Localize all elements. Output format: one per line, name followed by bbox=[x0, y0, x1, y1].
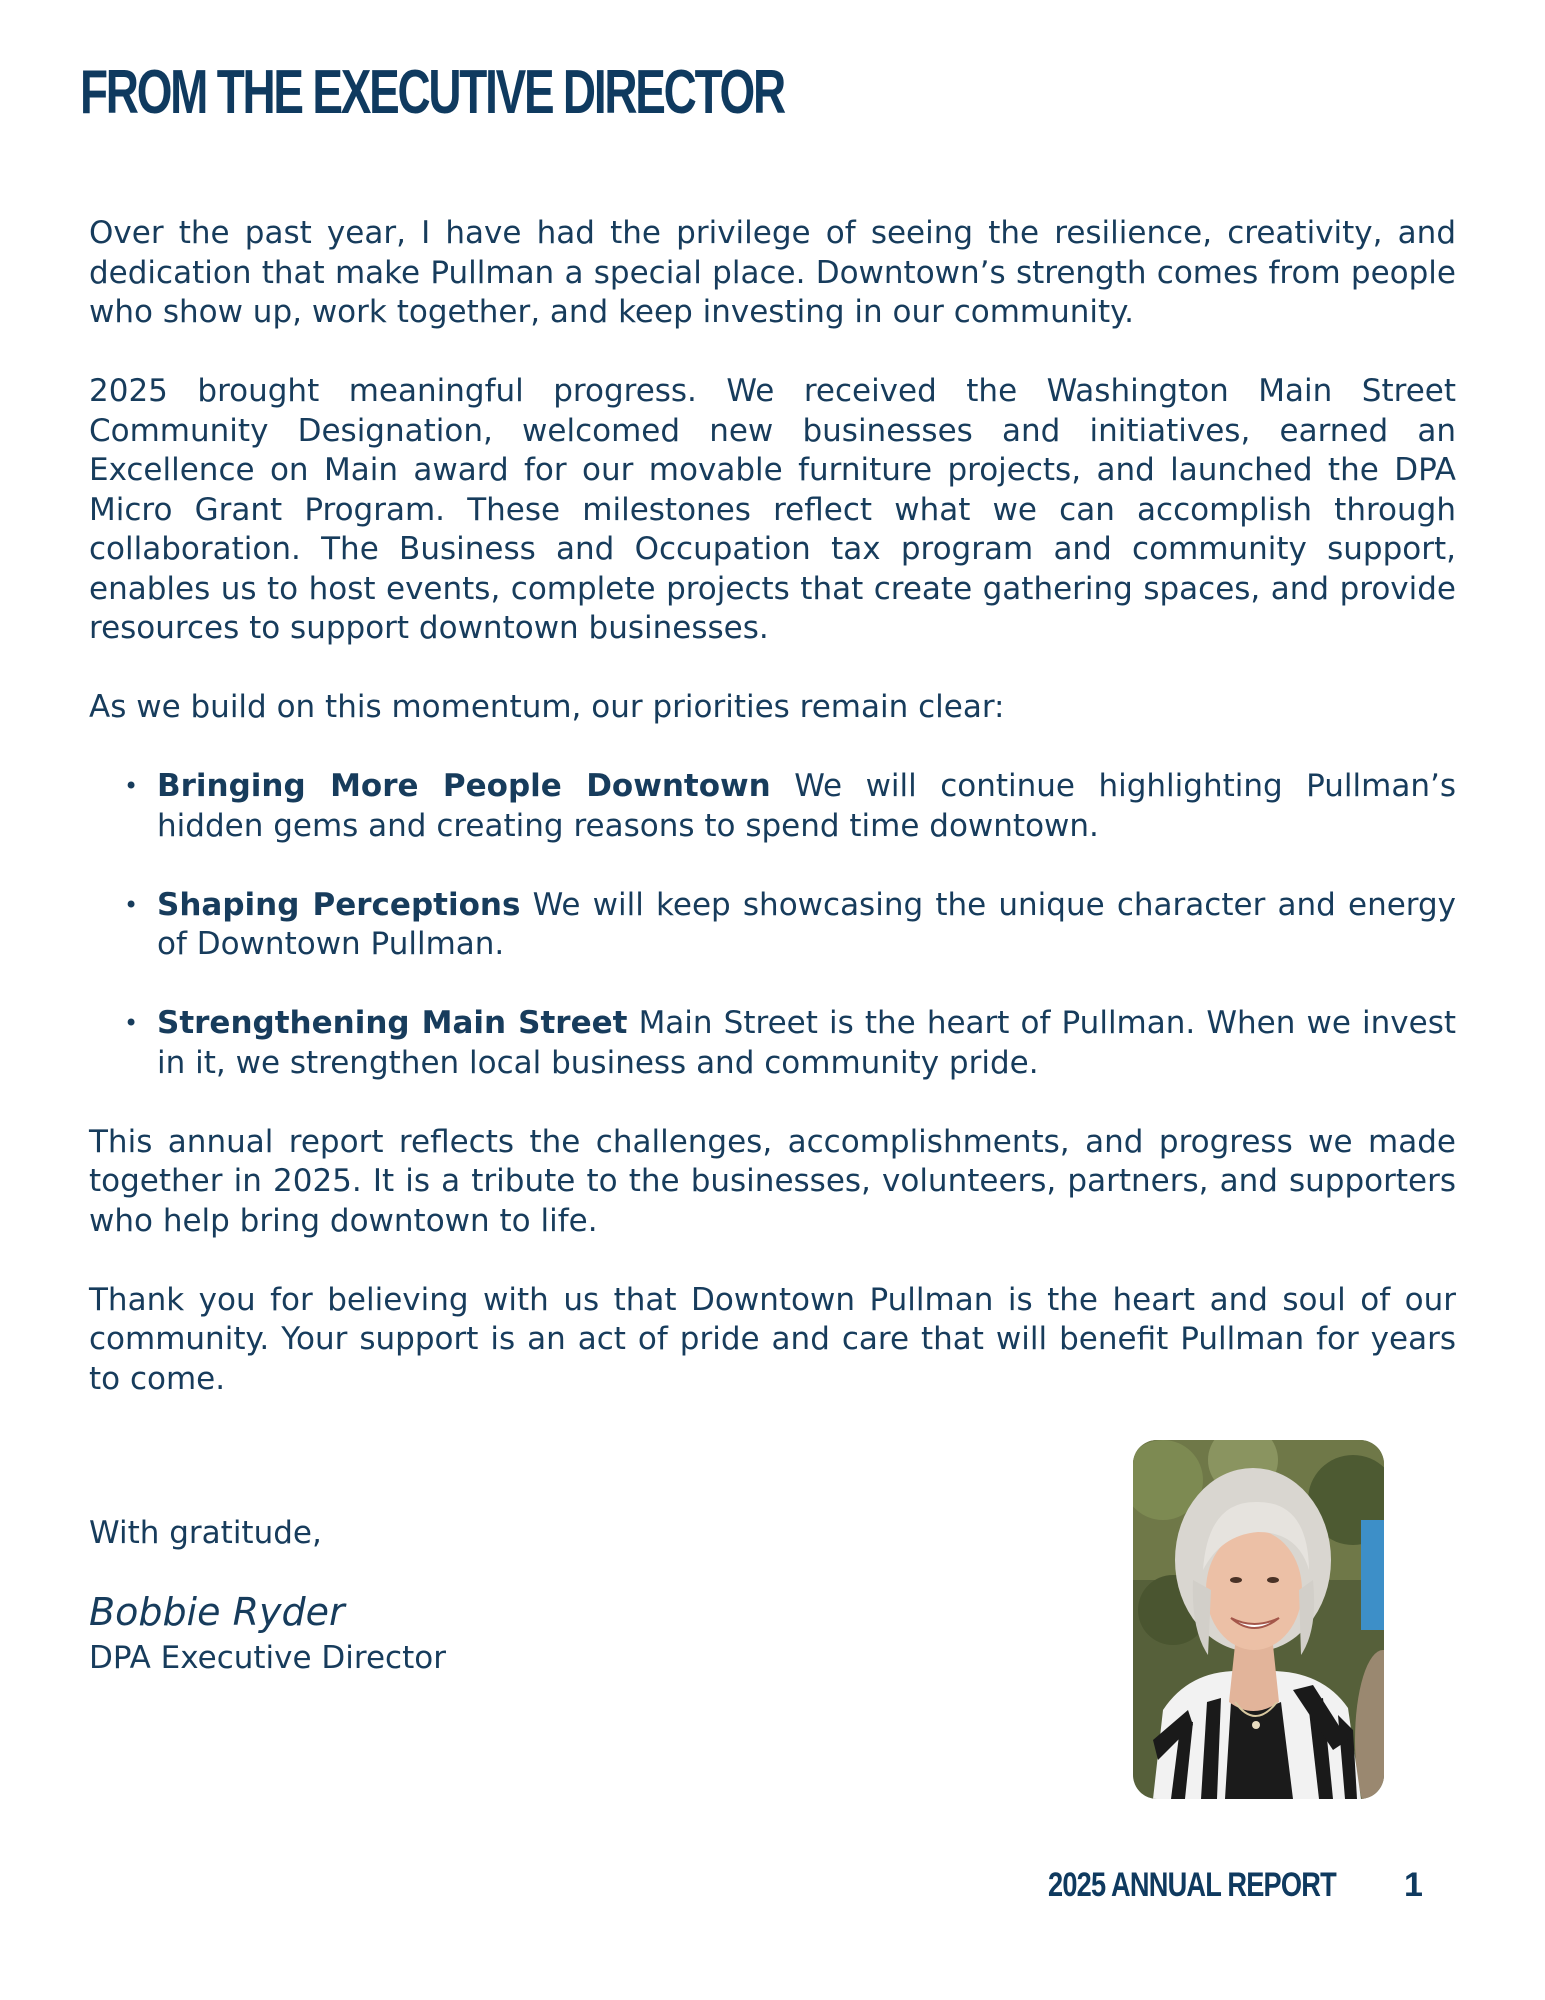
signature-role: DPA Executive Director bbox=[89, 1640, 446, 1676]
signature-name: Bobbie Ryder bbox=[89, 1590, 345, 1634]
priority-title: Bringing More People Downtown bbox=[157, 768, 771, 804]
bullet-icon: • bbox=[124, 890, 139, 919]
list-item bbox=[89, 886, 1456, 965]
priority-title: Strengthening Main Street bbox=[157, 1005, 628, 1041]
thanks-paragraph: Thank you for believing with us that Downtown Pullman is the heart and soul of our community. Your support is an act of pride and care that will benefit Pullman for years to come. bbox=[89, 1281, 1456, 1397]
list-item bbox=[89, 1004, 1456, 1083]
list-item bbox=[89, 767, 1456, 846]
bullet-icon: • bbox=[124, 772, 139, 800]
priority-text: Main Street is the heart of Pullman. When we invest in it, we strengthen local business and community pride. bbox=[157, 1005, 1457, 1081]
intro-paragraph: Over the past year, I have had the privilege of seeing the resilience, creativity, and dedication that make Pullman a special place. Downtown’s strength comes from people who show up, work together, and keep investing in our community. bbox=[89, 215, 1456, 330]
closing-line: With gratitude, bbox=[89, 1515, 322, 1551]
page-number: 1 bbox=[1404, 1866, 1423, 1904]
priority-text: We will keep showcasing the unique character and energy of Downtown Pullman. bbox=[157, 886, 1457, 962]
priorities-list bbox=[89, 767, 1456, 1083]
progress-paragraph: 2025 brought meaningful progress. We received the Washington Main Street Community Designation, welcomed new businesses and initiatives, earned an Excellence on Main award for our movable furniture projects, and launched the DPA Micro Grant Program. These milestones reflect what we can accomplish through collaboration. The Business and Occupation tax program and community support, enables us to host events, complete projects that create gathering spaces, and provide resources to support downtown businesses. bbox=[89, 373, 1456, 646]
portrait-photo-icon bbox=[1133, 1440, 1384, 1799]
reflection-paragraph: This annual report reflects the challenges, accomplishments, and progress we made together in 2025. It is a tribute to the businesses, volunteers, partners, and supporters who help bring downtown to life. bbox=[89, 1123, 1456, 1239]
page-title: FROM THE EXECUTIVE DIRECTOR bbox=[80, 58, 784, 127]
bullet-icon: • bbox=[124, 1009, 139, 1037]
priority-text: We will continue highlighting Pullman’s hidden gems and creating reasons to spend time downtown. bbox=[157, 768, 1456, 844]
director-portrait bbox=[1133, 1440, 1384, 1799]
footer-report-label: 2025 ANNUAL REPORT bbox=[1048, 1866, 1336, 1904]
letter-body bbox=[89, 214, 1456, 1439]
priority-title: Shaping Perceptions bbox=[157, 886, 521, 923]
priorities-intro: As we build on this momentum, our priorities remain clear: bbox=[89, 689, 1005, 725]
